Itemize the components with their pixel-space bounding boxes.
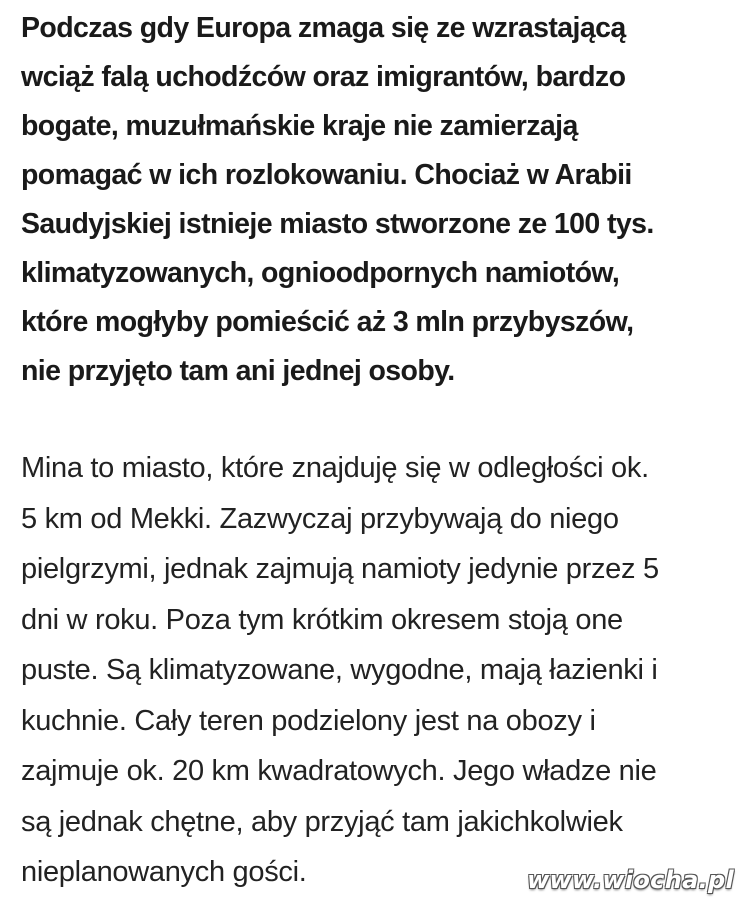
body-line: dni w roku. Poza tym krótkim okresem stoją one <box>21 603 623 636</box>
lead-line: które mogłyby pomieścić aż 3 mln przybyszów, <box>21 306 634 338</box>
watermark: www.wiocha.pl <box>527 866 734 894</box>
body-line: puste. Są klimatyzowane, wygodne, mają łazienki i <box>21 654 658 686</box>
body-paragraph <box>21 443 726 898</box>
body-line: kuchnie. Cały teren podzielony jest na obozy i <box>21 704 596 737</box>
lead-line: bogate, muzułmańskie kraje nie zamierzają <box>21 110 578 142</box>
body-line: nieplanowanych gości. <box>21 856 307 888</box>
body-line: pielgrzymi, jednak zajmują namioty jedynie przez 5 <box>21 553 659 585</box>
lead-line: klimatyzowanych, ognioodpornych namiotów, <box>21 257 620 289</box>
body-line: są jednak chętne, aby przyjąć tam jakichkolwiek <box>21 805 623 838</box>
article <box>21 4 726 898</box>
lead-line: pomagać w ich rozlokowaniu. Chociaż w Arabii <box>21 159 632 191</box>
body-line: zajmuje ok. 20 km kwadratowych. Jego władze nie <box>21 755 657 787</box>
lead-paragraph <box>21 4 726 396</box>
lead-line: Saudyjskiej istnieje miasto stworzone ze 100 tys. <box>21 208 654 240</box>
lead-line: Podczas gdy Europa zmaga się ze wzrastającą <box>21 12 626 44</box>
body-line: Mina to miasto, które znajduję się w odległości ok. <box>21 452 649 484</box>
lead-line: wciąż falą uchodźców oraz imigrantów, bardzo <box>21 61 626 93</box>
lead-line: nie przyjęto tam ani jednej osoby. <box>21 355 455 387</box>
body-line: 5 km od Mekki. Zazwyczaj przybywają do niego <box>21 502 619 535</box>
